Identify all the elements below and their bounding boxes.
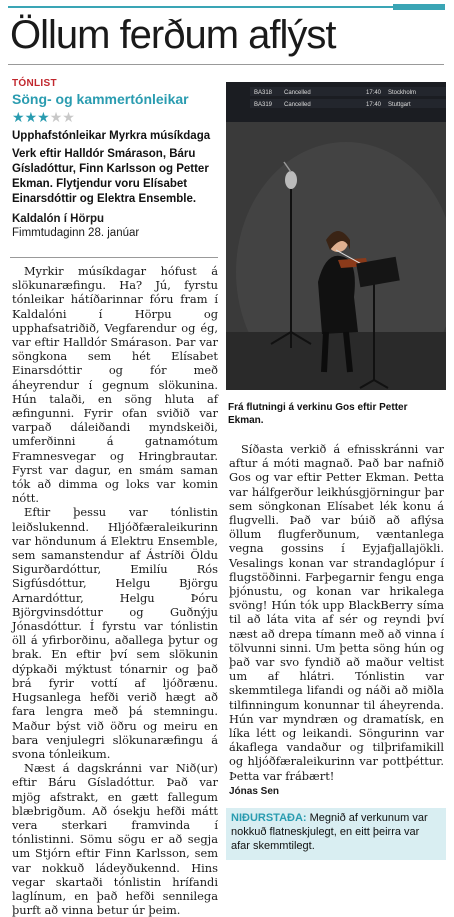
section-label: TÓNLIST (12, 78, 57, 89)
author-signature: Jónas Sen (229, 785, 280, 797)
info-divider (10, 257, 218, 258)
star-rating (12, 109, 212, 125)
works-and-performers: Verk eftir Halldór Smárason, Báru Gísladóttur, Finn Karlsson og Petter Ekman. Flytjendur voru Elísabet Einarsdóttir og Elektra Ensemble. (12, 148, 209, 205)
board-status-2: Cancelled (284, 102, 311, 108)
star-empty-icon: ★ (62, 109, 75, 125)
headline-divider (8, 64, 444, 65)
article-body-left (12, 264, 218, 917)
star-filled-icon: ★ (12, 109, 25, 125)
verdict-box (226, 808, 446, 860)
board-time-2: 17:40 (366, 102, 382, 108)
verdict-label: NIÐURSTAÐA: (231, 812, 307, 824)
concert-photo (226, 82, 446, 390)
board-code-1: BA318 (254, 90, 273, 96)
venue: Kaldalón í Hörpu (12, 213, 104, 225)
board-dest-2: Stuttgart (388, 102, 411, 108)
board-status-1: Cancelled (284, 90, 311, 96)
headline: Öllum ferðum aflýst (10, 13, 336, 57)
event-date: Fimmtudaginn 28. janúar (12, 227, 140, 239)
star-empty-icon: ★ (49, 109, 63, 125)
body-paragraph: Myrkir músíkdagar hófust á slökunaræfingu. Ha? Jú, fyrstu tónleikar hátíðarinnar fóru fram í Kaldalóni í Hörpu og upphafsatriðið, Vegfarendur og ég, var eftir Halldór Smárason. Þar var söngkona sem hét Elísabet Einarsdóttir og fór með áheyrendur í gegnum slökunina. Hún talaði, en söng hluta af æfingunni. Fyrir ofan sviðið var varpað dáleiðandi myndskeiði, umferðinni á gatnamótum Framnesvegar og Hringbrautar. Fyrst var dagur, en smám saman tók að dimma og loks var komin nótt. (12, 264, 218, 506)
top-accent-bar (393, 4, 445, 10)
article-body-right (229, 442, 444, 799)
star-filled-icon: ★ (24, 109, 38, 125)
review-info-box (12, 78, 212, 240)
board-time-1: 17:40 (366, 90, 382, 96)
body-paragraph: Síðasta verkið á efnisskránni var aftur á móti magnað. Það bar nafnið Gos og var eftir Petter Ekman. Þetta var hálfgerður leikhúsgjörningur þar sem söngkonan Elísabet lék konu á flugvelli. Það var búið að aflýsa öllum flugferðunum, væntanlega vegna gossins í Eyjafjallajökli. Vesalings konan var strandaglópur í flugstöðinni. Farþegarnir fengu enga þjónustu, og konan var hrikalega svöng! Hún tók upp BlackBerry síma til að láta vita af sér og reyndi því næst að drepa tímann með að vinna í tölvunni sinni. Um þetta söng hún og það var svo fyndið að maður veltist um af hlátri. Tónlistin var skemmtilega lifandi og náði að miðla tilfinningum konunnar til áheyrenda. Hún var myndræn og dramatísk, en líka létt og leikandi. Söngurinn var ákaflega vandaður og tilþrifamikill og hljóðfæraleikurinn var pottþéttur. Þetta var frábært! (229, 442, 444, 783)
verdict-text: Megnið af verkunum var nokkuð flatneskjulegt, en eitt þeirra var afar skemmtilegt. (231, 812, 428, 852)
review-subtitle: Söng- og kammertónleikar (12, 91, 189, 107)
board-dest-1: Stockholm (388, 90, 417, 96)
body-paragraph: Eftir þessu var tónlistin leiðslukennd. Hljóðfæraleikurinn var höndunum á Elektru Ensemble, sem samanstendur af Ástríði Öldu Sigurðardóttur, Emilíu Rós Sigfúsdóttur, Helgu Björgu Arnardóttur, Helgu Þóru Björgvinsdóttur og Guðnýju Jónasdóttur. Í fyrstu var tónlistin öll á yfirborðinu, aðallega þytur og brak. En eftir því sem slökunin dýpkaði mýktust tónarnir og það brá fyrir vottí af ljóðrænu. Hugsanlega hefði verið hægt að fara lengra með þá stemningu. Maður býst við öðru og meiru en bara venjulegri slökunaræfingu á svona tónleikum. (12, 505, 218, 761)
body-paragraph: Næst á dagskránni var Nið(ur) eftir Báru Gísladóttur. Það var mjög afstrakt, en gætt fallegum blæbrigðum. Að ósekju hefði mátt vera sterkari framvinda í tónlistinni. Sömu sögu er að segja um Stjórn eftir Finn Karlsson, sem var nokkuð ládeyðukennd. Hins vegar skartaði tónlistin hrífandi laglínum, en það hefði sennilega þurft að vinna betur úr þeim. (12, 761, 218, 917)
photo-caption: Frá flutningi á verkinu Gos eftir Petter Ekman. (228, 402, 408, 426)
event-name: Upphafstónleikar Myrkra músíkdaga (12, 130, 211, 142)
star-filled-icon: ★ (37, 109, 50, 125)
board-code-2: BA319 (254, 102, 273, 108)
top-rule (8, 6, 444, 8)
